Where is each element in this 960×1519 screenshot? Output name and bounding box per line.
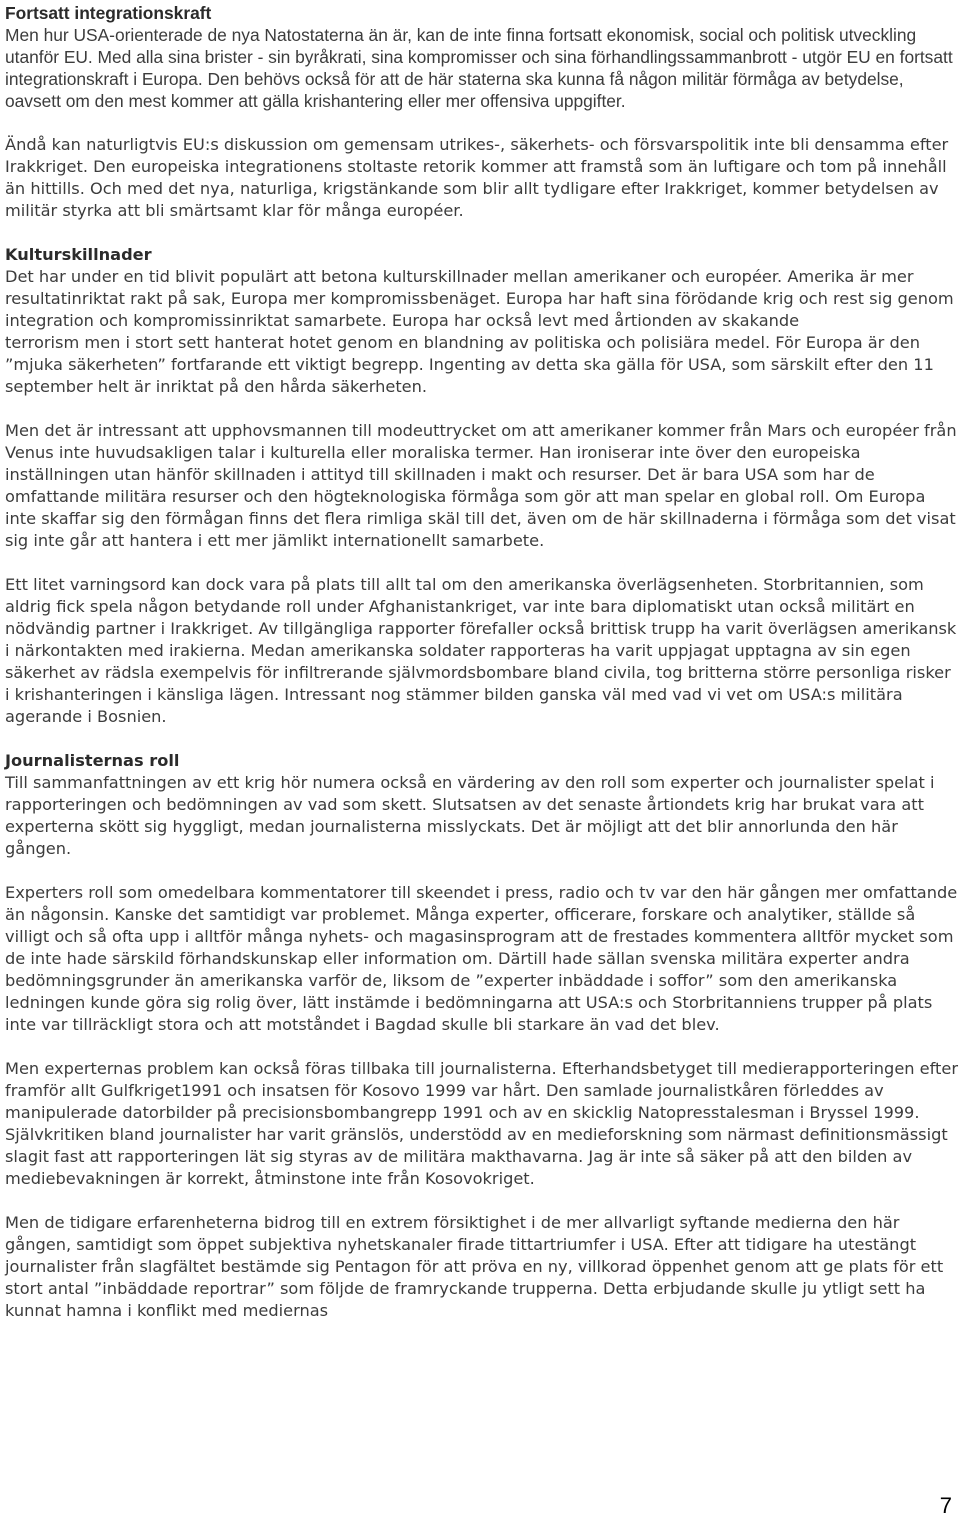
paragraph: Till sammanfattningen av ett krig hör numera också en värdering av den roll som experter och journalister spelat i rapporteringen och bedömningen av vad som skett. Slutsatsen av det senaste årtiondets krig har brukat vara att experterna skött sig hyggligt, medan journalisterna misslyckats. Det är möjligt att det blir annorlunda den här gången.: [5, 773, 935, 858]
paragraph: Det har under en tid blivit populärt att betona kulturskillnader mellan amerikaner och européer. Amerika är mer resultatinriktat rakt på sak, Europa mer kompromissbenäget. Europa har haft sina förödande krig och rest sig genom integration och kompromissinriktat samarbete. Europa har också levt med årtionden av skakande: [5, 267, 954, 330]
section-heading: Journalisternas roll: [5, 751, 180, 770]
paragraph: Men de tidigare erfarenheterna bidrog till en extrem försiktighet i de mer allvarligt syftande medierna den här gången, samtidigt som öppet subjektiva nyhetskanaler firade tittartriumfer i USA. Efter att tidigare ha utestängt journalister från slagfältet bestämde sig Pentagon för att pröva en ny, villkorad öppenhet genom att ge plats för ett stort antal ”inbäddade reportrar” som följde de framryckande trupperna. Detta erbjudande skulle ju ytligt sett ha kunnat hamna i konflikt med mediernas: [5, 1213, 944, 1320]
paragraph: Men hur USA-orienterade de nya Natostaterna än är, kan de inte finna fortsatt ekonomisk, social och politisk utveckling utanför EU. Med alla sina brister - sin byråkrati, sina kompromisser och sina förhandlingssammanbrott - utgör EU en fortsatt integrationskraft i Europa. Den behövs också för att de här staterna ska kunna få någon militär förmåga av betydelse, oavsett om den mest kommer att gälla krishantering eller mer offensiva uppgifter.: [5, 25, 953, 111]
paragraph: Experters roll som omedelbara kommentatorer till skeendet i press, radio och tv var den här gången mer omfattande än någonsin. Kanske det samtidigt var problemet. Många experter, officerare, forskare och analytiker, ställde så villigt och så ofta upp i alltför många nyhets- och magasinsprogram att de frestades kommentera alltför mycket som de inte hade särskild förhandskunskap eller information om. Därtill hade sällan svenska militära experter andra bedömningsgrunder än amerikanska varför de, liksom de ”experter inbäddade i soffor” som den amerikanska ledningen kunde göra sig rolig över, lätt instämde i bedömningarna att USA:s och Storbritanniens trupper på plats inte var tillräckligt stora och att motståndet i Bagdad skulle bli starkare än vad det blev.: [5, 883, 958, 1034]
section-journalists: [5, 750, 960, 860]
paragraph: Ändå kan naturligtvis EU:s diskussion om gemensam utrikes-, säkerhets- och försvarspolitik inte bli densamma efter Irakkriget. Den europeiska integrationens stoltaste retorik kommer att framstå som än luftigare och tom på innehåll än hittills. Och med det nya, naturliga, krigstänkande som blir allt tydligare efter Irakkriget, kommer betydelsen av militär styrka att bli smärtsamt klar för många européer.: [5, 135, 949, 220]
section-integration: [5, 2, 960, 112]
paragraph: terrorism men i stort sett hanterat hotet genom en blandning av politiska och polisiära medel. För Europa är den ”mjuka säkerheten” fortfarande ett viktigt begrepp. Ingenting av detta ska gälla för USA, som särskilt efter den 11 september helt är inriktat på den hårda säkerheten.: [5, 333, 934, 396]
document-page: [5, 0, 960, 1322]
section-heading: Kulturskillnader: [5, 245, 152, 264]
page-number: 7: [939, 1493, 952, 1518]
section-culture: [5, 244, 960, 332]
paragraph: Men experternas problem kan också föras tillbaka till journalisterna. Efterhandsbetyget till medierapporteringen efter framför allt Gulfkriget1991 och insatsen för Kosovo 1999 var hårt. Den samlade journalistkåren förleddes av manipulerade datorbilder på precisionsbombangrepp 1991 och av en skicklig Natopresstalesman i Bryssel 1999. Självkritiken bland journalister har varit gränslös, understödd av en medieforskning som närmast definitionsmässigt slagit fast att rapporteringen lät sig styras av de militära makthavarna. Jag är inte så säker på att den bilden av mediebevakningen är korrekt, åtminstone inte från Kosovokriget.: [5, 1059, 959, 1188]
section-heading: Fortsatt integrationskraft: [5, 3, 212, 23]
paragraph: Ett litet varningsord kan dock vara på plats till allt tal om den amerikanska överlägsenheten. Storbritannien, som aldrig fick spela någon betydande roll under Afghanistankriget, var inte bara diplomatiskt utan också militärt en nödvändig partner i Irakkriget. Av tillgängliga rapporter förefaller också brittisk trupp ha varit överlägsen amerikansk i närkontakten med irakierna. Medan amerikanska soldater rapporteras ha varit uppjagat upptagna av sin egen säkerhet av rädsla exempelvis för infiltrerande självmordsbombare bland civila, tog britterna större personliga risker i krishanteringen i känsliga lägen. Intressant nog stämmer bilden ganska väl med vad vi vet om USA:s militära agerande i Bosnien.: [5, 575, 957, 726]
paragraph: Men det är intressant att upphovsmannen till modeuttrycket om att amerikaner kommer från Mars och européer från Venus inte huvudsakligen talar i kulturella eller moraliska termer. Han ironiserar inte över den europeiska inställningen utan hänför skillnaden i attityd till skillnaden i makt och resurser. Det är bara USA som har de omfattande militära resurser och den högteknologiska förmåga som gör att man spelar en global roll. Om Europa inte skaffar sig den förmågan finns det flera rimliga skäl till det, även om de här skillnaderna i förmåga som det visat sig inte går att hantera i ett mer jämlikt internationellt samarbete.: [5, 421, 957, 550]
